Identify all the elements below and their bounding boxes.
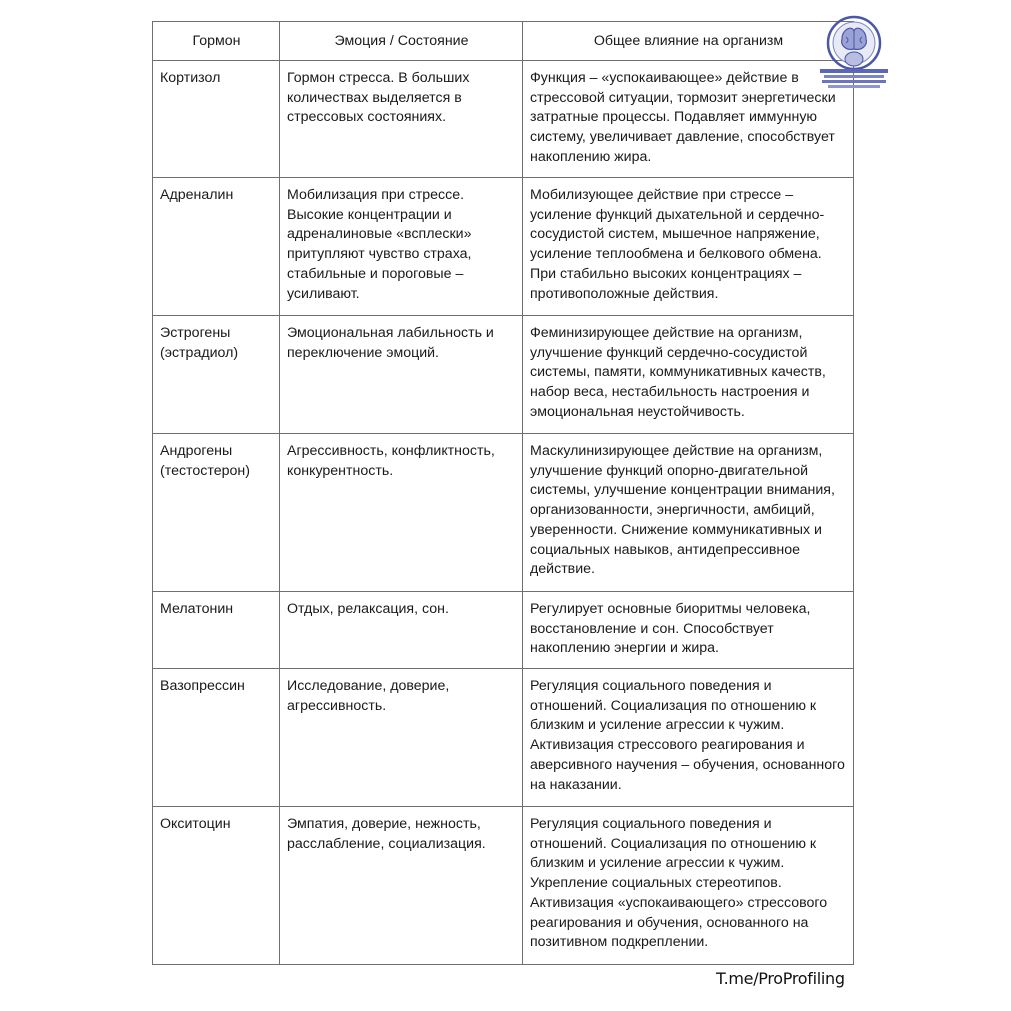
cell-emotion: Отдых, релаксация, сон. <box>280 592 523 669</box>
cell-effect: Мобилизующее действие при стрессе – усиление функций дыхательной и сердечно-сосудистой систем, мышечное напряжение, усиление теплообмена и белкового обмена. При стабильно высоких концентрациях – противоположные действия. <box>523 178 854 316</box>
cell-effect: Маскулинизирующее действие на организм, улучшение функций опорно-двигательной системы, улучшение концентрации внимания, организованности, энергичности, амбиций, уверенности. Снижение коммуникативных и социальных навыков, антидепрессивное действие. <box>523 434 854 592</box>
table-row <box>153 316 854 434</box>
cell-hormone: Адреналин <box>153 178 280 316</box>
brain-emblem-icon <box>818 13 890 91</box>
header-hormone: Гормон <box>153 22 280 61</box>
cell-hormone: Андрогены (тестостерон) <box>153 434 280 592</box>
cell-emotion: Гормон стресса. В больших количествах выделяется в стрессовых состояниях. <box>280 61 523 178</box>
cell-emotion: Мобилизация при стрессе. Высокие концентрации и адреналиновые «всплески» притупляют чувство страха, стабильные и пороговые – усиливают. <box>280 178 523 316</box>
cell-effect: Регуляция социального поведения и отношений. Социализация по отношению к близким и усиление агрессии к чужим. Активизация стрессового реагирования и аверсивного научения – обучения, основанного на наказании. <box>523 669 854 807</box>
table-header-row <box>153 22 854 61</box>
table-row <box>153 807 854 965</box>
cell-effect: Регулирует основные биоритмы человека, восстановление и сон. Способствует накоплению энергии и жира. <box>523 592 854 669</box>
cell-effect: Феминизирующее действие на организм, улучшение функций сердечно-сосудистой системы, памяти, коммуникативных качеств, набор веса, нестабильность настроения и эмоциональная неустойчивость. <box>523 316 854 434</box>
table-row <box>153 178 854 316</box>
table-row <box>153 434 854 592</box>
table-row <box>153 61 854 178</box>
cell-emotion: Эмоциональная лабильность и переключение эмоций. <box>280 316 523 434</box>
cell-hormone: Эстрогены (эстрадиол) <box>153 316 280 434</box>
hormone-table <box>152 21 854 965</box>
footer-link[interactable]: T.me/ProProfiling <box>716 969 845 988</box>
cell-effect: Функция – «успокаивающее» действие в стрессовой ситуации, тормозит энергетически затратные процессы. Подавляет иммунную систему, увеличивает давление, способствует накоплению жира. <box>523 61 854 178</box>
table-row <box>153 669 854 807</box>
cell-emotion: Исследование, доверие, агрессивность. <box>280 669 523 807</box>
cell-hormone: Окситоцин <box>153 807 280 965</box>
cell-emotion: Эмпатия, доверие, нежность, расслабление, социализация. <box>280 807 523 965</box>
cell-hormone: Кортизол <box>153 61 280 178</box>
cell-effect: Регуляция социального поведения и отношений. Социализация по отношению к близким и усиление агрессии к чужим. Укрепление социальных стереотипов. Активизация «успокаивающего» стрессового реагирования и обучения, основанного на позитивном подкреплении. <box>523 807 854 965</box>
header-emotion: Эмоция / Состояние <box>280 22 523 61</box>
table-row <box>153 592 854 669</box>
header-effect: Общее влияние на организм <box>523 22 854 61</box>
cell-hormone: Вазопрессин <box>153 669 280 807</box>
cell-emotion: Агрессивность, конфликтность, конкурентность. <box>280 434 523 592</box>
cell-hormone: Мелатонин <box>153 592 280 669</box>
